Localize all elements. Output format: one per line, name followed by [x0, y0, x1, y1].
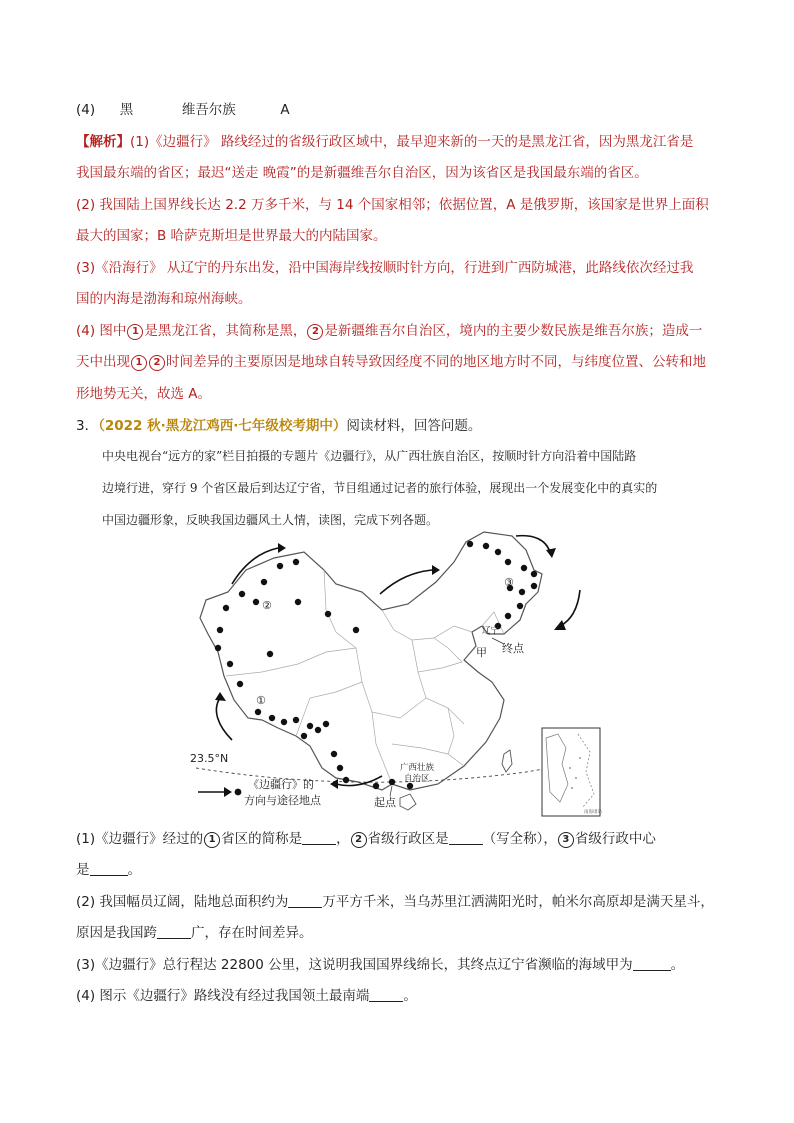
route-dot: [217, 627, 223, 633]
analysis-tag: 【解析】: [76, 134, 130, 150]
route-dot: [521, 565, 527, 571]
map-label-end: 终点: [502, 642, 524, 655]
p4b-text2: 时间差异的主要原因是地球自转导致因经度不同的地区地方时不同，与纬度位置、公转和地: [166, 354, 706, 370]
arrow-head: [554, 620, 566, 630]
arrow-head: [278, 543, 286, 553]
analysis-p4a: [76, 320, 702, 342]
analysis-p1b: 我国最东端的省区；最迟“送走 晚霞”的是新疆维吾尔自治区，因为该省区是我国最东端的省区。: [76, 165, 648, 181]
route-dot: [323, 721, 329, 727]
subq-4: [76, 985, 417, 1007]
route-dot: [495, 549, 501, 555]
route-dot: [277, 563, 283, 569]
route-dot: [389, 779, 395, 785]
q1-text-c: ，: [336, 831, 350, 847]
map-label-guangxi-1: 广西壮族: [400, 763, 435, 773]
route-dot: [325, 611, 331, 617]
route-dot: [227, 661, 233, 667]
route-dot: [531, 571, 537, 577]
circled-number: 2: [307, 324, 323, 340]
arrow-w: [216, 698, 232, 740]
circled-number: 1: [131, 355, 147, 371]
answer-blank[interactable]: [302, 830, 336, 845]
q2-text-d: 广，存在时间差异。: [191, 925, 313, 941]
question-prompt: 阅读材料，回答问题。: [346, 418, 482, 434]
start-pointer: [390, 786, 392, 796]
question-number: 3．: [76, 418, 99, 434]
subq-1-line-1: [76, 828, 656, 850]
route-dot: [353, 627, 359, 633]
arrow-east: [560, 590, 580, 626]
answer-blank[interactable]: [157, 924, 191, 939]
map-legend: [198, 777, 322, 807]
q1-text-b: 省区的简称是: [221, 831, 303, 847]
q1-text-a: (1)《边疆行》经过的: [76, 831, 204, 847]
arrow-north: [380, 570, 432, 594]
route-dot: [343, 777, 349, 783]
q4-text-a: (4) 图示《边疆行》路线没有经过我国领土最南端: [76, 988, 370, 1004]
route-dot: [255, 709, 261, 715]
material-line-2: 边境行进，穿行 9 个省区最后到达辽宁省，节目组通过记者的旅行体验，展现出一个发展变化中的真实的: [102, 481, 658, 495]
inset-caption: 南海诸岛: [584, 810, 602, 815]
arrow-head: [330, 779, 338, 789]
p4a-text1: (4) 图中: [76, 323, 127, 339]
analysis-p3a: (3)《沿海行》 从辽宁的丹东出发，沿中国海岸线按顺时针方向，行进到广西防城港，此路线依次经过我: [76, 260, 694, 276]
question-3-header: [76, 415, 481, 437]
route-dot: [505, 559, 511, 565]
subq-2-line-1: [76, 891, 714, 913]
route-dot: [267, 651, 273, 657]
route-dot: [261, 579, 267, 585]
answer-num: (4): [76, 102, 96, 118]
p4a-text3: 是新疆维吾尔自治区，境内的主要少数民族是维吾尔族；造成一: [324, 323, 703, 339]
analysis-p4c: 形地势无关，故选 A。: [76, 386, 212, 402]
answer-blank[interactable]: [288, 893, 322, 908]
answer-a: 黑: [119, 102, 134, 118]
circled-number: 1: [127, 324, 143, 340]
answer-b: 维吾尔族: [181, 102, 236, 118]
route-dot: [517, 603, 523, 609]
q1-text-d: 省级行政区是: [367, 831, 449, 847]
route-dot: [467, 541, 473, 547]
map-label-jia: 甲: [476, 646, 487, 659]
china-border-map: [186, 522, 606, 822]
q1-text-f: 省级行政中心: [574, 831, 656, 847]
route-dot: [373, 783, 379, 789]
subq-3: [76, 954, 684, 976]
analysis-p1a-text: (1)《边疆行》 路线经过的省级行政区域中，最早迎来新的一天的是黑龙江省，因为黑龙江省是: [130, 134, 694, 150]
analysis-p2a: (2) 我国陆上国界线长达 2.2 万多千米，与 14 个国家相邻；依据位置，A 是俄罗斯，该国家是世界上面积: [76, 197, 709, 213]
taiwan-island: [502, 750, 512, 772]
q1-text-e: （写全称），: [482, 831, 557, 847]
q1-text-h: 。: [127, 862, 141, 878]
analysis-p2b: 最大的国家；B 哈萨克斯坦是世界最大的内陆国家。: [76, 228, 387, 244]
route-dot: [315, 727, 321, 733]
map-label-1: ①: [256, 694, 266, 707]
route-dot: [269, 715, 275, 721]
route-dot: [281, 719, 287, 725]
route-dot: [295, 599, 301, 605]
answer-c: A: [280, 102, 290, 118]
subq-2-line-2: [76, 922, 313, 944]
answer-blank[interactable]: [90, 861, 128, 876]
answer-line-4: [76, 99, 290, 121]
q2-text-a: (2) 我国幅员辽阔，陆地总面积约为: [76, 894, 289, 910]
route-dot: [253, 599, 259, 605]
map-label-liaoning: 辽宁: [482, 626, 500, 636]
route-dot: [483, 543, 489, 549]
legend-arrow-head: [224, 787, 232, 797]
route-dot: [331, 751, 337, 757]
route-dot: [293, 559, 299, 565]
route-dot: [307, 723, 313, 729]
q3-text-a: (3)《边疆行》总行程达 22800 公里，这说明我国国界线绵长，其终点辽宁省濒临的海域甲为: [76, 957, 633, 973]
legend-line-1: 《边疆行》的: [248, 778, 314, 791]
route-dot: [301, 733, 307, 739]
arrow-head: [215, 692, 226, 701]
analysis-p1a: [76, 131, 693, 153]
route-dot: [237, 681, 243, 687]
route-dot: [223, 605, 229, 611]
answer-blank[interactable]: [369, 987, 403, 1002]
circled-number: 2: [351, 832, 367, 848]
china-outline: [200, 532, 542, 790]
material-line-1: 中央电视台“远方的家”栏目拍摄的专题片《边疆行》，从广西壮族自治区，按顺时针方向沿着中国陆路: [102, 449, 637, 463]
analysis-p4b: [76, 351, 706, 373]
circled-number: 3: [558, 832, 574, 848]
hainan-island: [400, 794, 416, 810]
analysis-p3b: 国的内海是渤海和琼州海峡。: [76, 291, 252, 307]
circled-number: 1: [204, 832, 220, 848]
p4b-text1: 天中出现: [76, 354, 130, 370]
route-dot: [215, 645, 221, 651]
circled-number: 2: [149, 355, 165, 371]
p4a-text2: 是黑龙江省，其简称是黑，: [144, 323, 307, 339]
map-label-guangxi-2: 自治区: [404, 774, 430, 784]
map-label-2: ②: [262, 599, 272, 612]
q3-text-b: 。: [670, 957, 685, 973]
q2-text-b: 万平方千米，当乌苏里江洒满阳光时，帕米尔高原却是满天星斗，: [322, 894, 714, 910]
route-dot: [531, 583, 537, 589]
route-dot: [519, 589, 525, 595]
legend-line-2: 方向与途径地点: [244, 794, 321, 807]
end-pointer: [492, 638, 504, 644]
answer-blank[interactable]: [449, 830, 483, 845]
route-dot: [505, 613, 511, 619]
map-label-3: ③: [504, 576, 514, 589]
route-dot: [337, 765, 343, 771]
q4-text-b: 。: [403, 988, 417, 1004]
subq-1-line-2: [76, 859, 141, 881]
route-dot: [239, 591, 245, 597]
south-china-sea-inset: [542, 728, 602, 816]
arrow-head: [432, 565, 440, 575]
map-label-start: 起点: [374, 796, 396, 809]
q2-text-c: 原因是我国跨: [76, 925, 157, 941]
material-line-3: 中国边疆形象，反映我国边疆风土人情，读图，完成下列各题。: [102, 513, 439, 527]
q1-text-g: 是: [76, 862, 90, 878]
answer-blank[interactable]: [633, 956, 671, 971]
question-source: （2022 秋·黑龙江鸡西·七年级校考期中）: [98, 418, 347, 434]
route-dot: [293, 717, 299, 723]
arrow-head: [546, 548, 556, 558]
legend-dot: [235, 789, 242, 796]
tropic-label: 23.5°N: [190, 752, 229, 765]
